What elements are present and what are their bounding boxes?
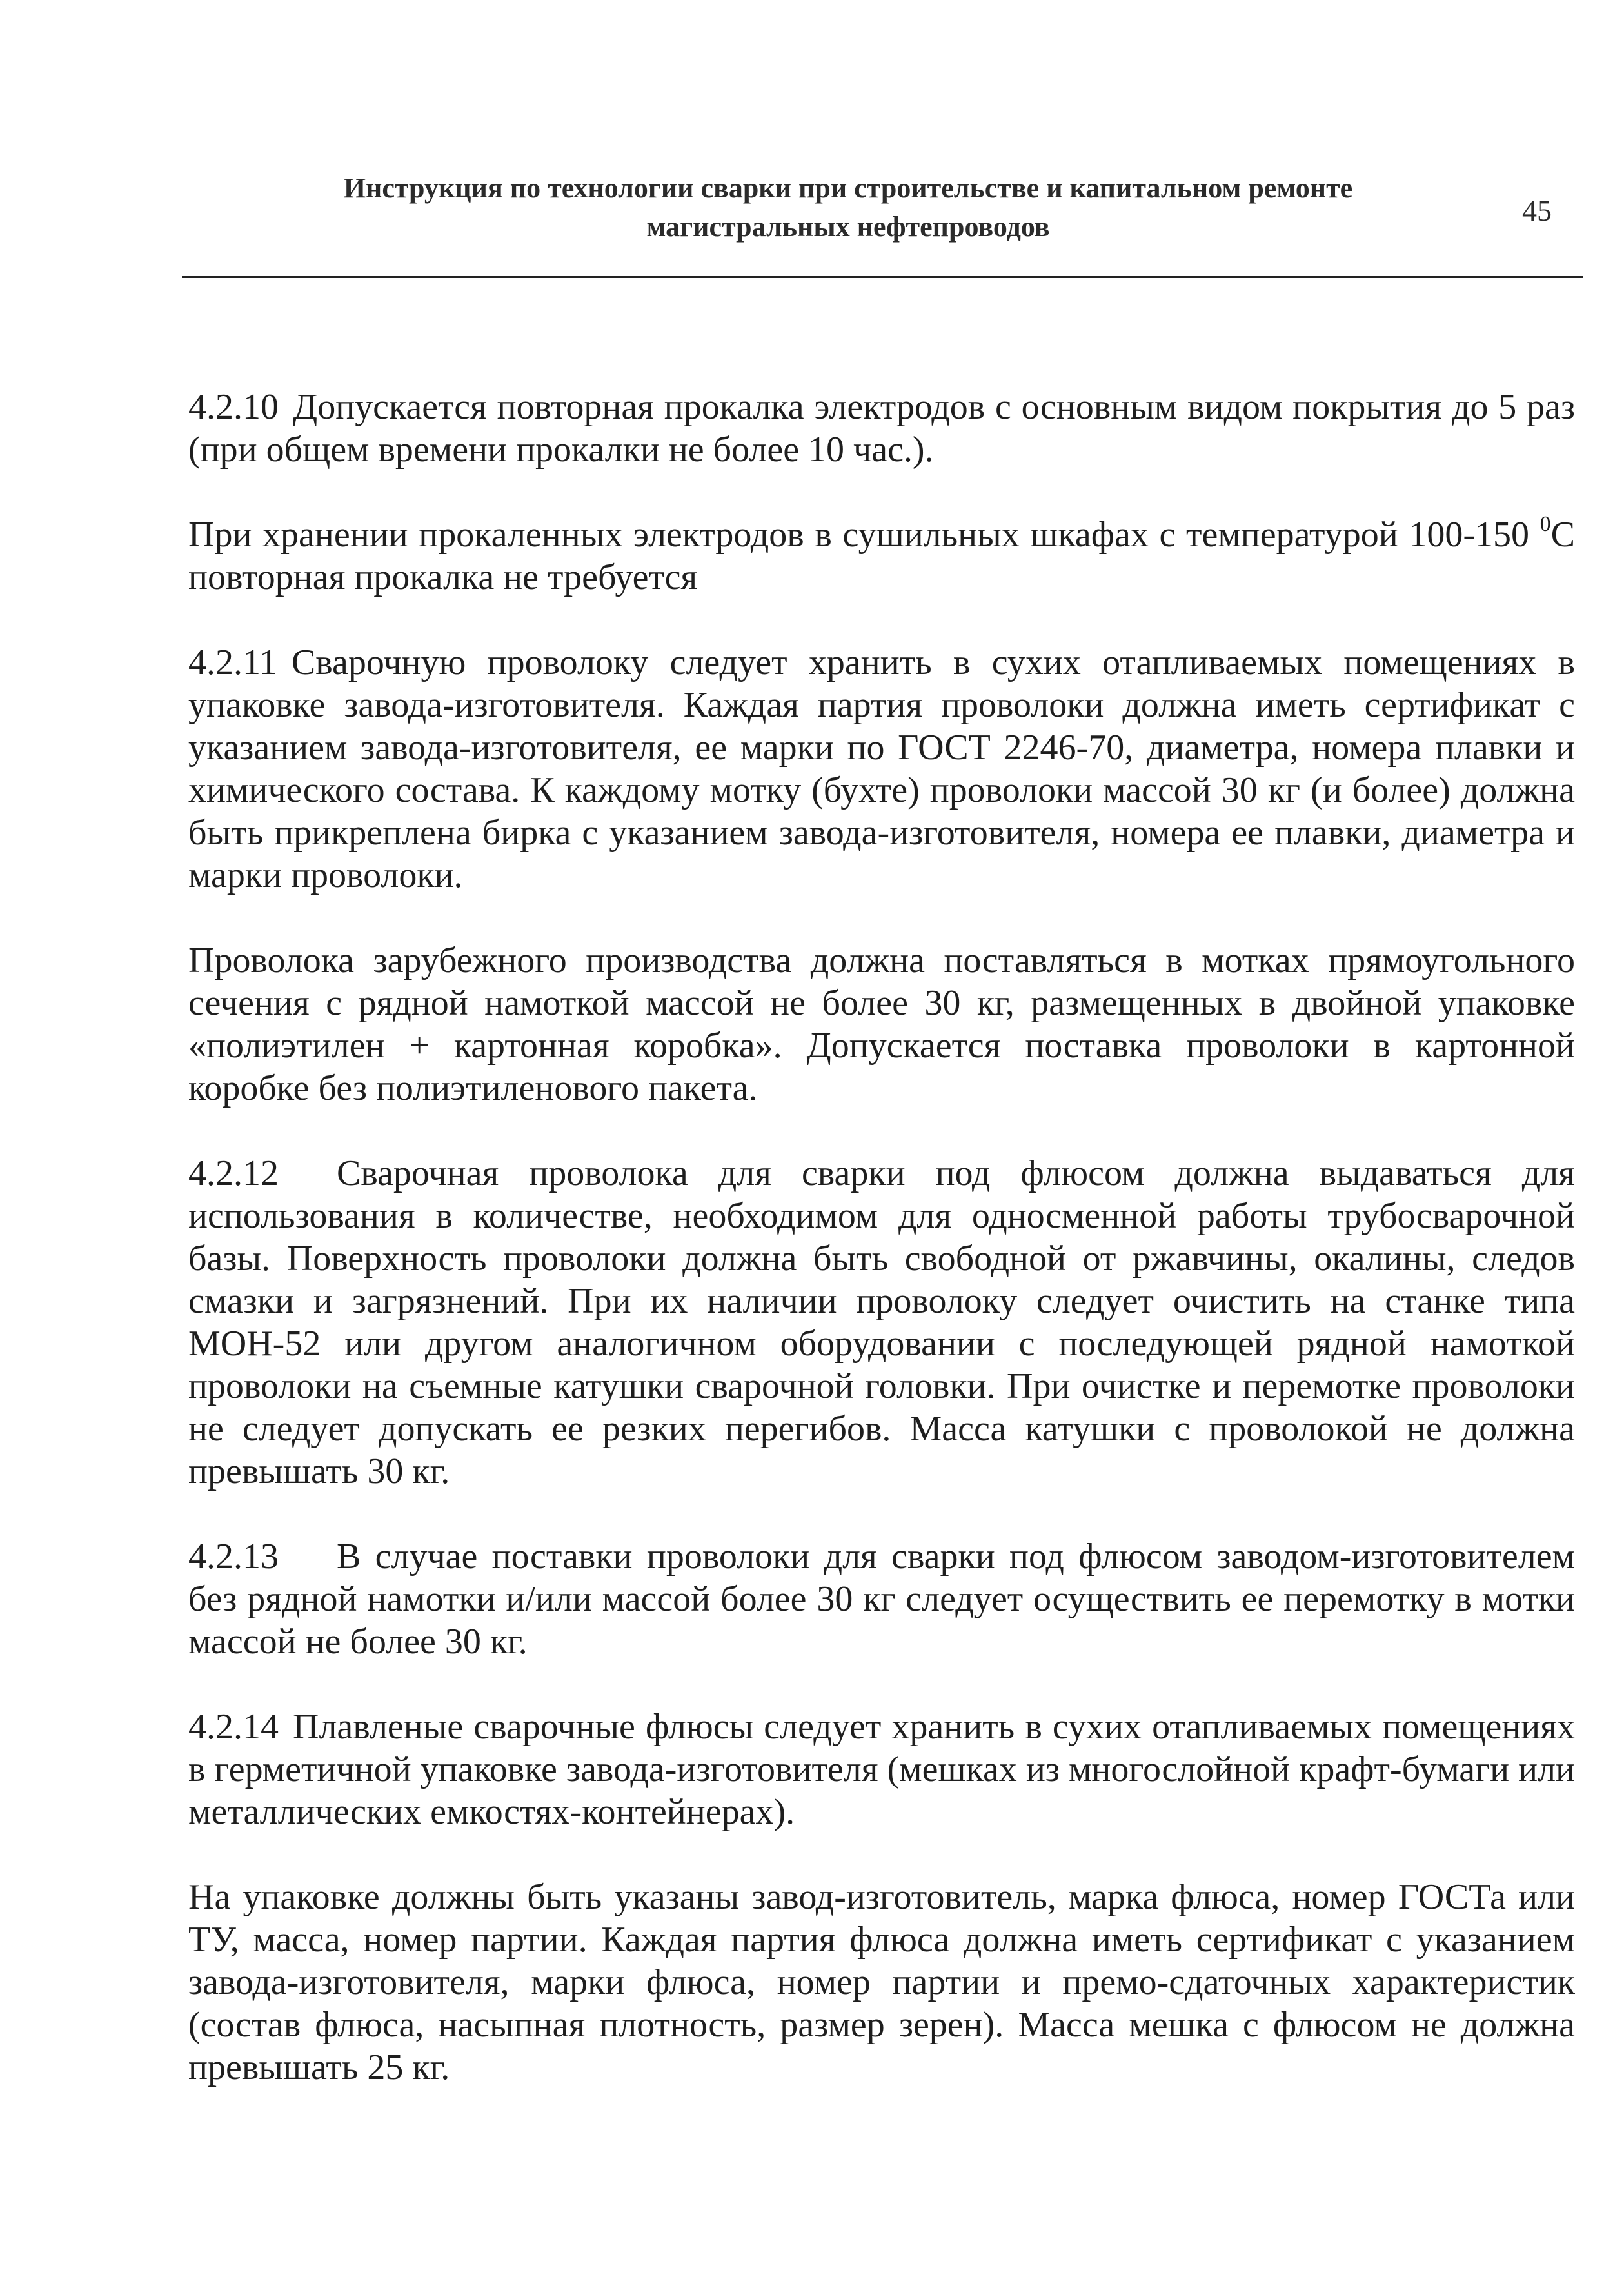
document-header	[193, 169, 1503, 246]
paragraph-foreign-wire	[188, 939, 1575, 1110]
page-number: 45	[1522, 194, 1552, 227]
paragraph-text: Плавленые сварочные флюсы следует хранить в сухих отапливаемых помещениях в герметичной упаковке завода-изготовителя (мешках из многослойной крафт-бумаги или металлических емкостях-контейнерах).	[188, 1707, 1575, 1832]
paragraph-text: Сварочная проволока для сварки под флюсом должна выдаваться для использования в количестве, необходимом для односменной работы трубосварочной базы. Поверхность проволоки должна быть свободной от ржавчины, окалины, следов смазки и загрязнений. При их наличии проволоку следует очистить на станке типа МОН-52 или другом аналогичном оборудовании с последующей рядной намоткой проволоки на съемные катушки сварочной головки. При очистке и перемотке проволоки не следует допускать ее резких перегибов. Масса катушки с проволокой не должна превышать 30 кг.	[188, 1153, 1575, 1491]
paragraph-4-2-12	[188, 1152, 1575, 1493]
paragraph-packaging	[188, 1876, 1575, 2089]
degree-superscript: 0	[1540, 512, 1551, 536]
paragraph-storage-note	[188, 513, 1575, 599]
paragraph-text: На упаковке должны быть указаны завод-изготовитель, марка флюса, номер ГОСТа или ТУ, масса, номер партии. Каждая партия флюса должна иметь сертификат с указанием завода-изготовителя, марки флюса, номер партии и премо-сдаточных характеристик (состав флюса, насыпная плотность, размер зерен). Масса мешка с флюсом не должна превышать 25 кг.	[188, 1877, 1575, 2087]
paragraph-text: Проволока зарубежного производства должна поставляться в мотках прямоугольного сечения с рядной намоткой массой не более 30 кг, размещенных в двойной упаковке «полиэтилен + картонная коробка». Допускается поставка проволоки в картонной коробке без полиэтиленового пакета.	[188, 940, 1575, 1108]
section-number: 4.2.11	[188, 642, 277, 682]
section-number: 4.2.13	[188, 1537, 279, 1577]
header-title-line-1: Инструкция по технологии сварки при строительстве и капитальном ремонте	[343, 172, 1353, 204]
header-title-line-2: магистральных нефтепроводов	[646, 211, 1050, 243]
section-number: 4.2.10	[188, 387, 279, 427]
paragraph-4-2-13	[188, 1535, 1575, 1663]
paragraph-text: Допускается повторная прокалка электродов с основным видом покрытия до 5 раз (при общем времени прокалки не более 10 час.).	[188, 387, 1575, 470]
paragraph-text-before: При хранении прокаленных электродов в сушильных шкафах с температурой 100-150	[188, 515, 1540, 555]
paragraph-4-2-11	[188, 641, 1575, 897]
paragraph-text: В случае поставки проволоки для сварки под флюсом заводом-изготовителем без рядной намотки и/или массой более 30 кг следует осуществить ее перемотку в мотки массой не более 30 кг.	[188, 1537, 1575, 1662]
document-body	[188, 386, 1575, 2131]
section-number: 4.2.14	[188, 1707, 279, 1747]
header-divider	[182, 276, 1583, 278]
paragraph-text-after: С повторная прокалка не требуется	[188, 515, 1575, 597]
section-number: 4.2.12	[188, 1153, 279, 1193]
paragraph-4-2-10	[188, 386, 1575, 471]
paragraph-text: Сварочную проволоку следует хранить в сухих отапливаемых помещениях в упаковке завода-изготовителя. Каждая партия проволоки должна иметь сертификат с указанием завода-изготовителя, ее марки по ГОСТ 2246-70, диаметра, номера плавки и химического состава. К каждому мотку (бухте) проволоки массой 30 кг (и более) должна быть прикреплена бирка с указанием завода-изготовителя, номера ее плавки, диаметра и марки проволоки.	[188, 642, 1575, 895]
paragraph-4-2-14	[188, 1706, 1575, 1833]
